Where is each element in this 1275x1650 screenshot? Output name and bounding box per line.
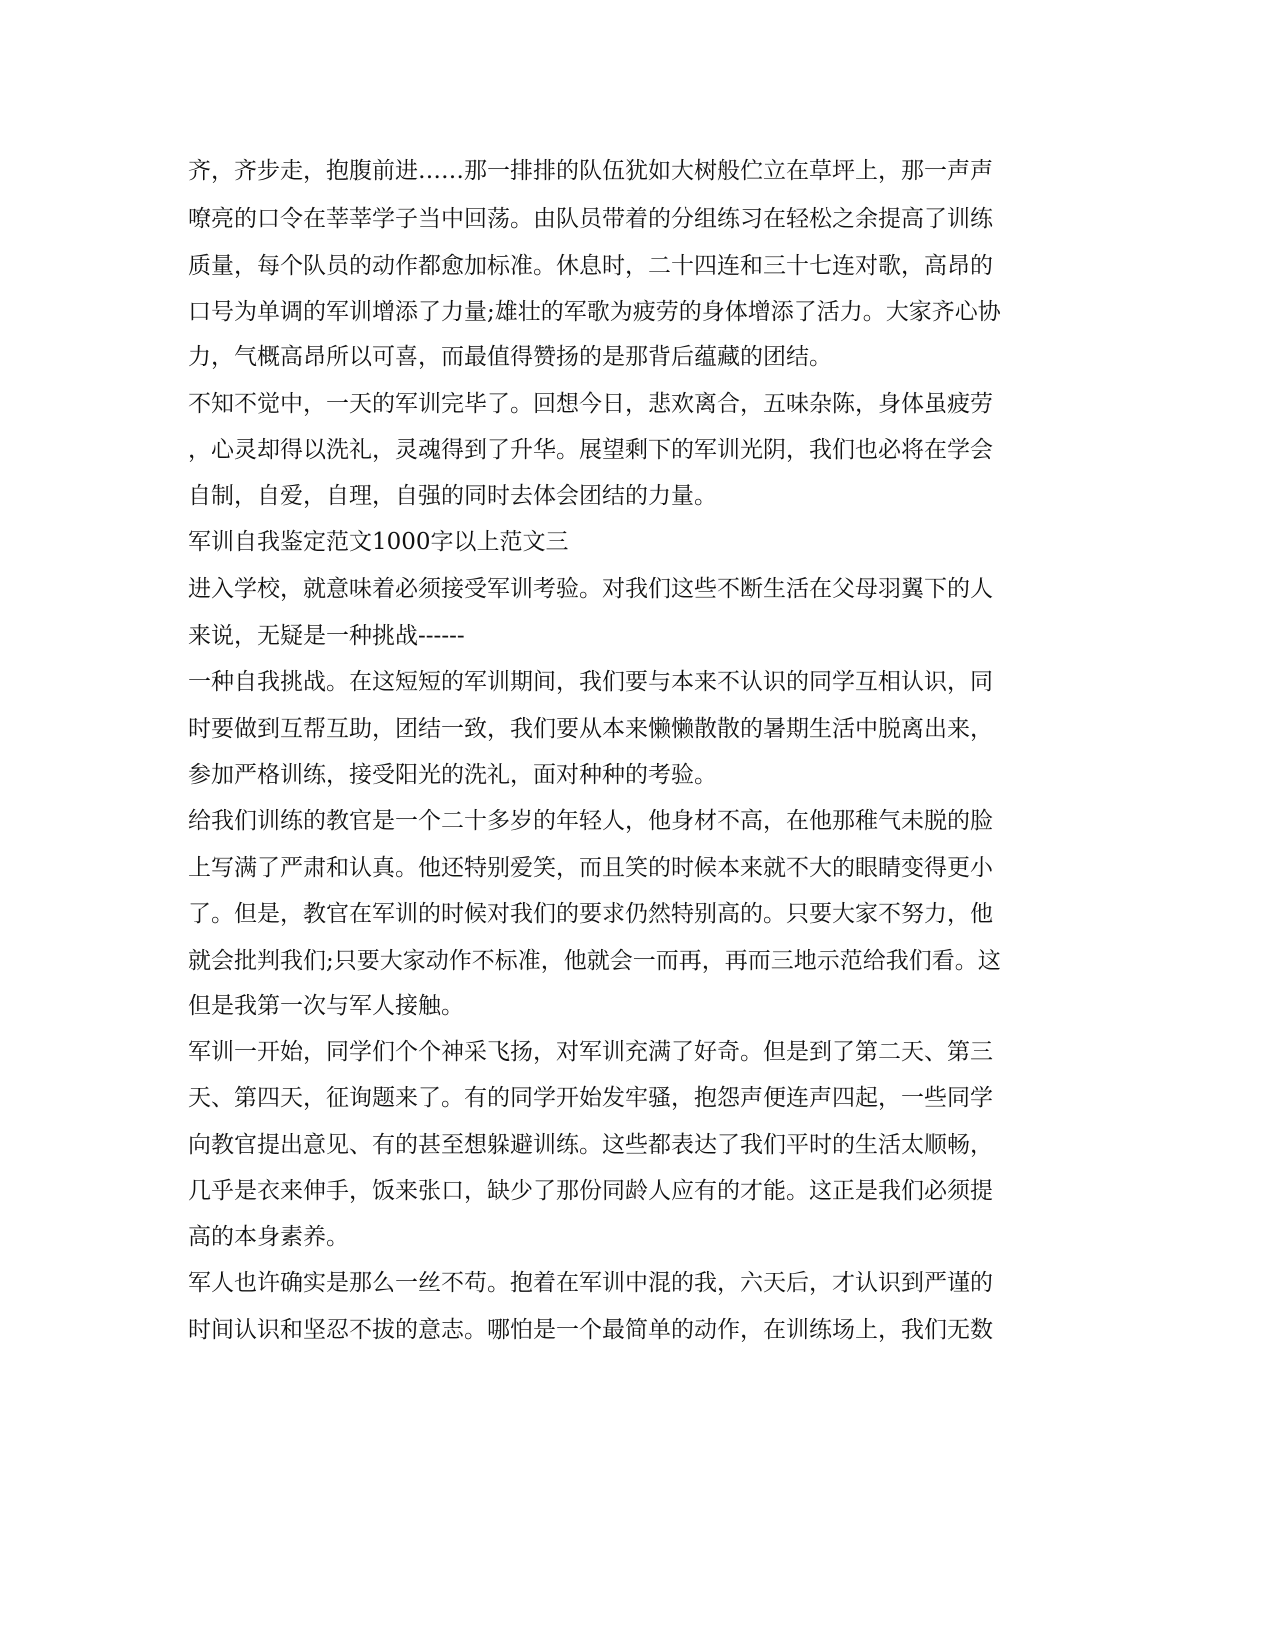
text-line: 几乎是衣来伸手，饭来张口，缺少了那份同龄人应有的才能。这正是我们必须提 — [188, 1178, 993, 1204]
text-line: 嘹亮的口令在莘莘学子当中回荡。由队员带着的分组练习在轻松之余提高了训练 — [188, 206, 993, 232]
text-line: 但是我第一次与军人接触。 — [188, 993, 464, 1019]
text-line: 质量，每个队员的动作都愈加标准。休息时，二十四连和三十七连对歌，高昂的 — [188, 253, 993, 279]
text-line: 来说，无疑是一种挑战------ — [188, 623, 465, 649]
text-line: 一种自我挑战。在这短短的军训期间，我们要与本来不认识的同学互相认识，同 — [188, 669, 993, 695]
text-line: 军训一开始，同学们个个神采飞扬，对军训充满了好奇。但是到了第二天、第三 — [188, 1039, 993, 1065]
text-line: 向教官提出意见、有的甚至想躲避训练。这些都表达了我们平时的生活太顺畅， — [188, 1132, 993, 1158]
text-line: 了。但是，教官在军训的时候对我们的要求仍然特别高的。只要大家不努力，他 — [188, 901, 993, 927]
text-line: 口号为单调的军训增添了力量;雄壮的军歌为疲劳的身体增添了活力。大家齐心协 — [188, 299, 1001, 325]
text-line: 时间认识和坚忍不拔的意志。哪怕是一个最简单的动作，在训练场上，我们无数 — [188, 1317, 993, 1343]
text-line: ，心灵却得以洗礼，灵魂得到了升华。展望剩下的军训光阴，我们也必将在学会 — [188, 437, 993, 463]
text-line: 军人也许确实是那么一丝不苟。抱着在军训中混的我，六天后，才认识到严谨的 — [188, 1270, 993, 1296]
text-line: 力，气概高昂所以可喜，而最值得赞扬的是那背后蕴藏的团结。 — [188, 344, 832, 370]
text-line: 进入学校，就意味着必须接受军训考验。对我们这些不断生活在父母羽翼下的人 — [188, 576, 993, 602]
text-line: 天、第四天，征询题来了。有的同学开始发牢骚，抱怨声便连声四起，一些同学 — [188, 1085, 993, 1111]
text-line: 给我们训练的教官是一个二十多岁的年轻人，他身材不高，在他那稚气未脱的脸 — [188, 808, 993, 834]
text-line: 时要做到互帮互助，团结一致，我们要从本来懒懒散散的暑期生活中脱离出来， — [188, 716, 993, 742]
text-line: 参加严格训练，接受阳光的洗礼，面对种种的考验。 — [188, 762, 717, 788]
text-line: 自制，自爱，自理，自强的同时去体会团结的力量。 — [188, 483, 717, 509]
text-line: 高的本身素养。 — [188, 1224, 349, 1250]
text-line: 上写满了严肃和认真。他还特别爱笑，而且笑的时候本来就不大的眼睛变得更小 — [188, 855, 993, 881]
text-line: 齐，齐步走，抱腹前进……那一排排的队伍犹如大树般伫立在草坪上，那一声声 — [188, 158, 993, 184]
text-line: 就会批判我们;只要大家动作不标准，他就会一而再，再而三地示范给我们看。这 — [188, 948, 1001, 974]
section-heading: 军训自我鉴定范文1000字以上范文三 — [188, 529, 569, 555]
text-line: 不知不觉中，一天的军训完毕了。回想今日，悲欢离合，五味杂陈，身体虽疲劳 — [188, 391, 993, 417]
